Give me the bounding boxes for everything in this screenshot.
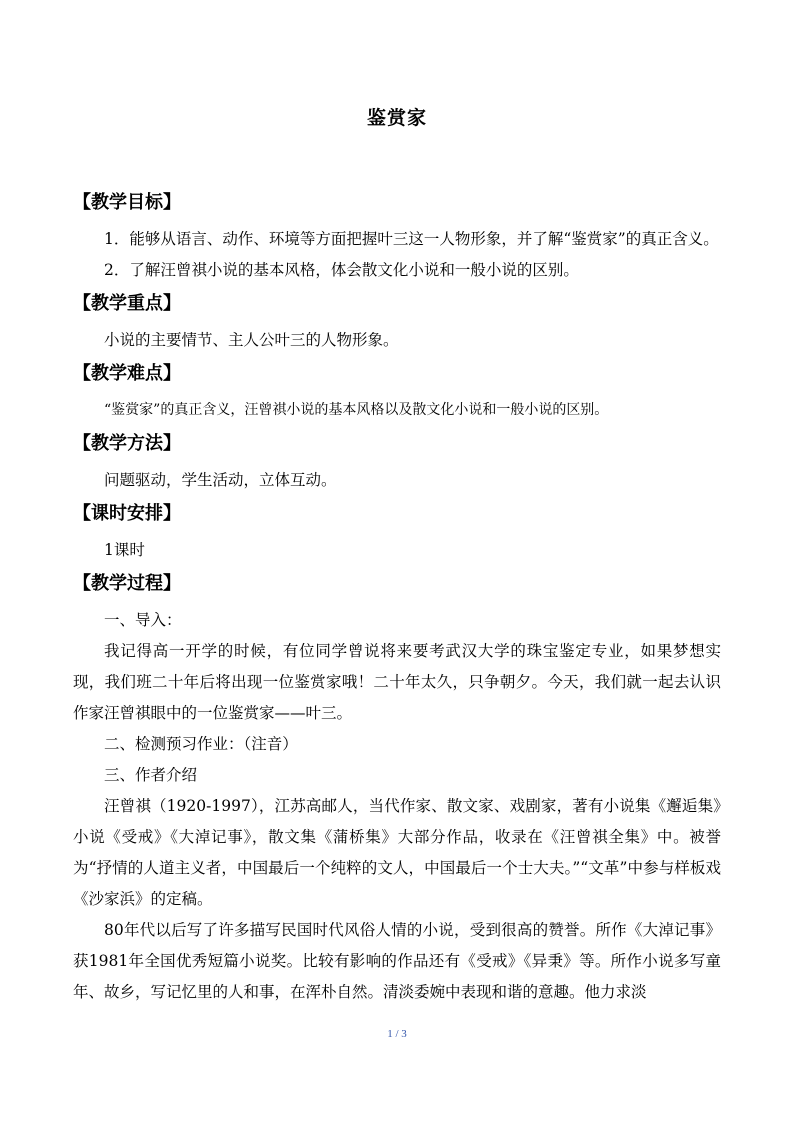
section-heading-schedule: 【课时安排】 bbox=[73, 503, 181, 524]
section-heading-difficulties: 【教学难点】 bbox=[73, 363, 181, 384]
methods-text: 问题驱动，学生活动，立体互动。 bbox=[104, 471, 337, 489]
process-paragraph: 我记得高一开学的时候，有位同学曾说将来要考武汉大学的珠宝鉴定专业，如果梦想实现，我们班二十年后将出现一位鉴赏家哦！二十年太久，只争朝夕。今天，我们就一起去认识作家汪曾祺眼中的一位鉴赏家——叶三。 bbox=[73, 642, 721, 722]
section-heading-goals: 【教学目标】 bbox=[73, 192, 181, 213]
goal-item: 2．了解汪曾祺小说的基本风格，体会散文化小说和一般小说的区别。 bbox=[104, 261, 579, 279]
document-body bbox=[73, 185, 721, 1008]
page-indicator: 1 / 3 bbox=[387, 1028, 407, 1040]
process-paragraph: 80年代以后写了许多描写民国时代风俗人情的小说，受到很高的赞誉。所作《大淖记事》获1981年全国优秀短篇小说奖。比较有影响的作品还有《受戒》《异秉》等。所作小说多写童年、故乡，写记忆里的人和事，在浑朴自然。清淡委婉中表现和谐的意趣。他力求淡 bbox=[73, 921, 721, 1001]
process-paragraph: 三、作者介绍 bbox=[104, 766, 198, 784]
process-paragraph: 一、导入： bbox=[104, 611, 182, 629]
section-heading-methods: 【教学方法】 bbox=[73, 433, 181, 454]
document-title: 鉴赏家 bbox=[366, 107, 427, 129]
section-heading-process: 【教学过程】 bbox=[73, 573, 181, 594]
schedule-text: 1课时 bbox=[104, 541, 145, 559]
process-paragraph: 汪曾祺（1920-1997），江苏高邮人，当代作家、散文家、戏剧家，著有小说集《邂逅集》小说《受戒》《大淖记事》，散文集《蒲桥集》大部分作品，收录在《汪曾祺全集》中。被誉为“抒情的人道主义者，中国最后一个纯粹的文人，中国最后一个士大夫。”“文革”中参与样板戏《沙家浜》的定稿。 bbox=[73, 797, 721, 908]
process-paragraph: 二、检测预习作业：（注音） bbox=[104, 735, 298, 753]
difficulties-text: “鉴赏家”的真正含义，汪曾祺小说的基本风格以及散文化小说和一般小说的区别。 bbox=[104, 402, 609, 418]
key-points-text: 小说的主要情节、主人公叶三的人物形象。 bbox=[104, 331, 399, 349]
section-heading-key-points: 【教学重点】 bbox=[73, 293, 181, 314]
goal-item: 1．能够从语言、动作、环境等方面把握叶三这一人物形象，并了解“鉴赏家”的真正含义。 bbox=[104, 230, 719, 248]
